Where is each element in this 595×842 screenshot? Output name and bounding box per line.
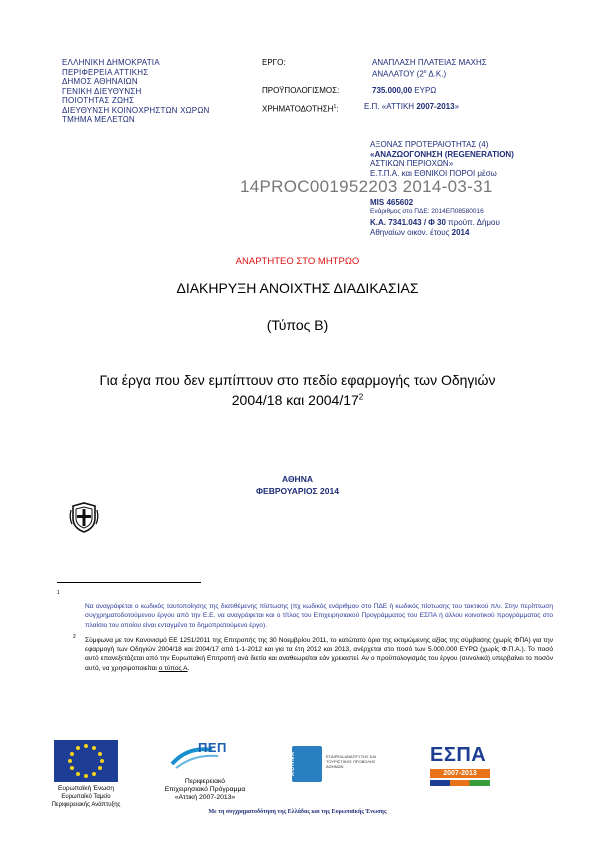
mis-code: MIS 465602 xyxy=(370,198,414,207)
budget-value: 735.000,00 ΕΥΡΩ xyxy=(372,86,437,95)
priority-axis-line: ΑΞΟΝΑΣ ΠΡΟΤΕΡΑΙΟΤΗΤΑΣ (4) xyxy=(370,140,489,149)
registry-stamp: 14PROC001952203 2014-03-31 xyxy=(240,177,493,196)
project-value-line-1: ΑΝΑΠΛΑΣΗ ΠΛΑΤΕΙΑΣ ΜΑΧΗΣ xyxy=(372,58,487,67)
budget-label: ΠΡΟΫΠΟΛΟΓΙΣΜΟΣ: xyxy=(262,86,340,95)
org-line: ΕΛΛΗΝΙΚΗ ΔΗΜΟΚΡΑΤΙΑ xyxy=(62,58,160,67)
org-line: ΓΕΝΙΚΗ ΔΙΕΥΘΥΝΣΗ xyxy=(62,86,142,96)
issuer-block xyxy=(62,58,252,125)
footnote-separator xyxy=(57,582,201,583)
subtitle-line-2: 2004/18 και $2004/17^2$ xyxy=(231,392,364,408)
issue-date: ΦΕΒΡΟΥΑΡΙΟΣ 2014 xyxy=(256,486,339,496)
footnote-2-number: 2 xyxy=(73,633,76,640)
footnote-2 xyxy=(57,633,553,673)
org-line: ΔΙΕΥΘΥΝΣΗ ΚΟΙΝΟΧΡΗΣΤΩΝ ΧΩΡΩΝ xyxy=(62,105,210,115)
athens-mark: ΑΘΗΝΑ xyxy=(290,750,296,776)
eu-caption: Ευρωπαϊκή Ένωση Ευρωπαϊκό Ταμείο Περιφερειακής Ανάπτυξης xyxy=(51,785,121,808)
priority-axis-line: «ΑΝΑΖΩΟΓΟΝΗΣΗ (REGENERATION) xyxy=(370,149,514,159)
org-line: ΤΜΗΜΑ ΜΕΛΕΤΩΝ xyxy=(62,115,135,124)
funding-label: ΧΡΗΜΑΤΟΔΟΤΗΣΗ$^1$: xyxy=(262,104,339,114)
document-title: ΔΙΑΚΗΡΥΞΗ ΑΝΟΙΧΤΗΣ ΔΙΑΔΙΚΑΣΙΑΣ xyxy=(176,280,419,296)
footnote-1-text: Να αναγράφεται ο κωδικός ταυτοποίησης της διατιθέμενης πίστωσης (πχ κωδικός ενάριθμου στο ΠΔΕ ή κωδικός πίστωσης του τακτικού π/υ. Στην περίπτωση συγχρηματοδοτούμενου έργου από την Ε.Ε. να αναγράφεται και ο τίτλος του Επιχειρησιακού Προγράμματος του ΕΣΠΑ ή άλλου κοινοτικού προγράμματος στο πλαίσιο του οποίου είναι ενταγμένο το δημοπρατούμενο έργο). xyxy=(85,603,553,629)
athens-logo-mark xyxy=(292,746,322,782)
athens-caption: ΕΤΑΙΡΕΙΑ ΑΝΑΠΤΥΞΗΣ ΚΑΙ ΤΟΥΡΙΣΤΙΚΗΣ ΠΡΟΒΟΛΗΣ ΑΘΗΝΩΝ xyxy=(326,754,377,769)
subtitle-line-1: Για έργα που δεν εμπίπτουν στο πεδίο εφαρμογής των Οδηγιών xyxy=(99,372,496,388)
priority-axis-block xyxy=(370,140,570,178)
footnote-2-text: Σύμφωνα με τον Κανονισμό ΕΕ 1251/2011 της Επιτροπής της 30 Νοεμβρίου 2011, το κατώτατο όριο της εκτιμώμενης αξίας της σύμβασης (χωρίς ΦΠΑ) για την εφαρμογή των Οδηγιών 2004/18 και 2004/17 από 1-1-2012 και για τα έτη 2012 και 2013, ανέρχεται στο ποσό των 5.000.000 ΕΥΡΩ (χωρίς Φ.Π.Α.). Το ποσό αυτό επανεξετάζεται από την Ευρωπαϊκή Επιτροπή ανά διετία και αναθεωρείται εάν χρειαστεί. Αν ο προϋπολογισμός του έργου (συνολικά) υπερβαίνει το ποσόν αυτό, να χρησιμοποιείται ο τύπος Α. xyxy=(85,636,553,672)
pep-mark: ΠΕΠ xyxy=(198,740,227,755)
pep-logo xyxy=(168,740,238,772)
budget-year: Αθηναίων οικον. έτους 2014 xyxy=(370,228,470,237)
priority-axis-line: ΑΣΤΙΚΩΝ ΠΕΡΙΟΧΩΝ» xyxy=(370,159,454,168)
pep-caption: Περιφερειακό Επιχειρησιακό Πρόγραμμα «Αττική 2007-2013» xyxy=(164,778,246,801)
priority-axis-line: Ε.Τ.Π.Α. και ΕΘΝΙΚΟΙ ΠΟΡΟΙ μέσω xyxy=(370,168,497,178)
project-label: ΕΡΓΟ: xyxy=(262,58,286,67)
espa-mark: ΕΣΠΑ xyxy=(430,744,487,766)
budget-code: Κ.Α. 7341.043 / Φ 30 προϋπ. Δήμου xyxy=(370,218,500,227)
espa-logo xyxy=(430,744,490,786)
footnote-1-number: 1 xyxy=(57,590,60,596)
funding-value: Ε.Π. «ΑΤΤΙΚΗ 2007-2013» xyxy=(364,102,460,111)
eu-flag-icon xyxy=(54,740,118,782)
coat-of-arms-icon xyxy=(68,500,100,534)
type-a-link[interactable]: ο τύπος Α xyxy=(158,664,188,672)
post-to-registry-note: ΑΝΑΡΤΗΤΕΟ ΣΤΟ ΜΗΤΡΩΟ xyxy=(235,256,360,267)
org-line: ΔΗΜΟΣ ΑΘΗΝΑΙΩΝ xyxy=(62,77,138,86)
city: ΑΘΗΝΑ xyxy=(282,474,313,484)
espa-years: 2007-2013 xyxy=(430,769,490,778)
project-value-line-2: ΑΝΑΛΑΤΟΥ ($2^o$ Δ.Κ.) xyxy=(372,69,447,79)
espa-stripe-icon xyxy=(430,780,490,786)
org-line: ΠΟΙΟΤΗΤΑΣ ΖΩΗΣ xyxy=(62,96,135,105)
org-line: ΠΕΡΙΦΕΡΕΙΑ ΑΤΤΙΚΗΣ xyxy=(62,67,149,77)
footnotes-block xyxy=(57,590,553,673)
procedure-type: (Τύπος Β) xyxy=(266,317,329,333)
cofunding-note: Με τη συγχρηματοδότηση της Ελλάδας και της Ευρωπαϊκής Ένωσης xyxy=(208,809,387,815)
pde-code: Ενάριθμος στο ΠΔΕ: 2014ΕΠ08580016 xyxy=(370,208,484,215)
